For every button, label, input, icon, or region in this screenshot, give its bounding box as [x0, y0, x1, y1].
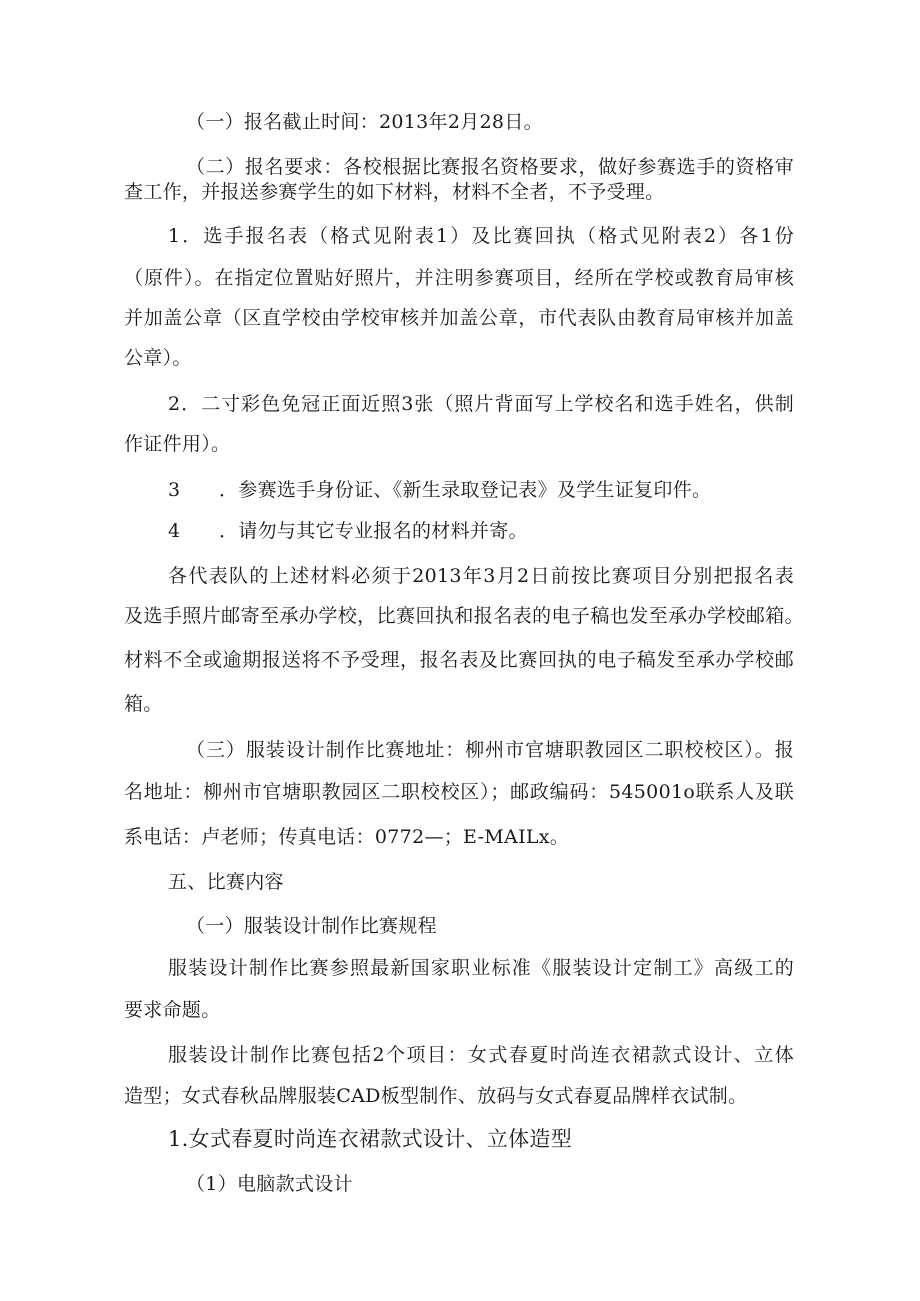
address-line-2: 名地址：柳州市官塘职教园区二职校校区）；邮政编码：545001o联系人及联: [124, 781, 794, 803]
rules-line-1: 服装设计制作比赛参照最新国家职业标准《服装设计定制工》高级工的: [168, 957, 794, 979]
item1-line-1: 1．选手报名表（格式见附表1）及比赛回执（格式见附表2）各1份: [168, 225, 794, 247]
materials-line-4: 箱。: [124, 693, 163, 715]
project1-heading: 1.女式春夏时尚连衣裙款式设计、立体造型: [168, 1127, 573, 1151]
projects-line-2: 造型；女式春秋品牌服装CAD板型制作、放码与女式春夏品牌样衣试制。: [124, 1085, 748, 1107]
materials-line-3: 材料不全或逾期报送将不予受理，报名表及比赛回执的电子稿发至承办学校邮: [124, 649, 794, 671]
address-line-3: 系电话：卢老师；传真电话：0772—；E-MAILx。: [124, 826, 570, 848]
project1-sub-heading: （1）电脑款式设计: [186, 1173, 353, 1195]
item2-line-2: 作证件用）。: [124, 433, 231, 455]
deadline-line: （一）报名截止时间：2013年2月28日。: [186, 111, 543, 133]
item1-line-3: 并加盖公章（区直学校由学校审核并加盖公章，市代表队由教育局审核并加盖: [124, 307, 794, 329]
materials-line-2: 及选手照片邮寄至承办学校，比赛回执和报名表的电子稿也发至承办学校邮箱。: [124, 605, 804, 627]
rules-line-2: 要求命题。: [124, 999, 221, 1021]
item1-line-2: （原件）。在指定位置贴好照片，并注明参赛项目，经所在学校或教育局审核: [124, 267, 794, 289]
item1-line-4: 公章）。: [124, 347, 192, 369]
section-five-heading: 五、比赛内容: [168, 871, 284, 893]
item2-line-1: 2．二寸彩色免冠正面近照3张（照片背面写上学校名和选手姓名，供制: [168, 393, 794, 415]
materials-line-1: 各代表队的上述材料必须于2013年3月2日前按比赛项目分别把报名表: [168, 565, 794, 587]
address-line-1: （三）服装设计制作比赛地址：柳州市官塘职教园区二职校校区）。报: [186, 739, 794, 761]
projects-line-1: 服装设计制作比赛包括2个项目：女式春夏时尚连衣裙款式设计、立体: [168, 1044, 794, 1066]
item4-line: 4 ．请勿与其它专业报名的材料并寄。: [168, 520, 528, 542]
requirements-line-1: （二）报名要求：各校根据比赛报名资格要求，做好参赛选手的资格审: [186, 156, 794, 178]
requirements-line-2: 查工作，并报送参赛学生的如下材料，材料不全者，不予受理。: [124, 181, 665, 203]
item3-line: 3 ．参赛选手身份证、《新生录取登记表》及学生证复印件。: [168, 479, 712, 501]
subsection-one-heading: （一）服装设计制作比赛规程: [186, 915, 437, 937]
